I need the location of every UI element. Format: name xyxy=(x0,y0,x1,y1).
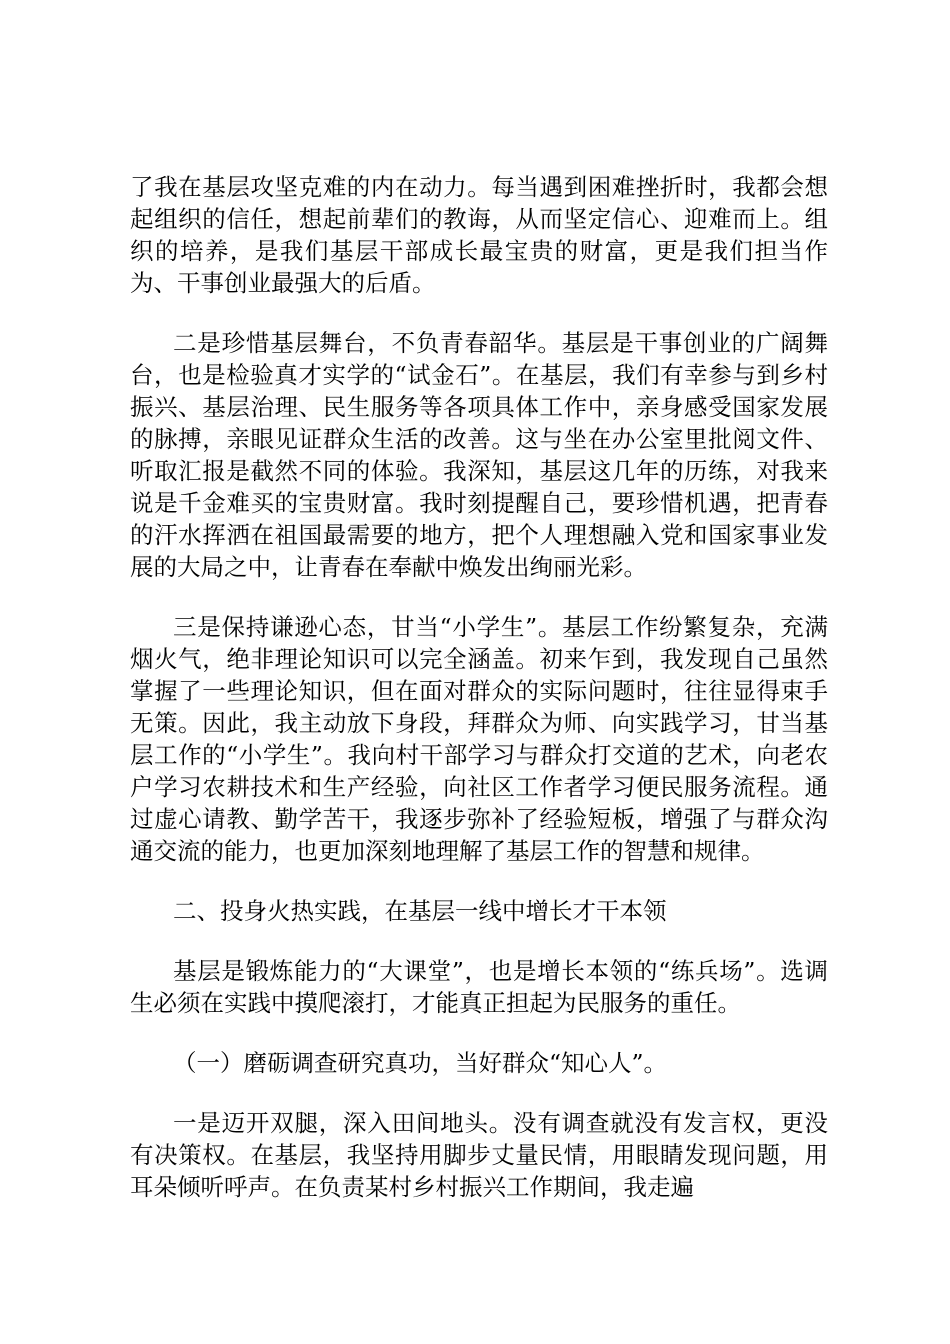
paragraph-cherish-grassroots: 二是珍惜基层舞台，不负青春韶华。基层是干事创业的广阔舞台，也是检验真才实学的“试金石”。在基层，我们有幸参与到乡村振兴、基层治理、民生服务等各项具体工作中，亲身感受国家发展的脉搏，亲眼见证群众生活的改善。这与坐在办公室里批阅文件、听取汇报是截然不同的体验。我深知，基层这几年的历练，对我来说是千金难买的宝贵财富。我时刻提醒自己，要珍惜机遇，把青春的汗水挥洒在祖国最需要的地方，把个人理想融入党和国家事业发展的大局之中，让青春在奉献中焕发出绚丽光彩。 xyxy=(130,329,828,581)
subsection-heading-research: （一）磨砺调查研究真功，当好群众“知心人”。 xyxy=(173,1049,668,1077)
paragraph-stay-humble: 三是保持谦逊心态，甘当“小学生”。基层工作纷繁复杂，充满烟火气，绝非理论知识可以完全涵盖。初来乍到，我发现自己虽然掌握了一些理论知识，但在面对群众的实际问题时，往往显得束手无策。因此，我主动放下身段，拜群众为师、向实践学习，甘当基层工作的“小学生”。我向村干部学习与群众打交道的艺术，向老农户学习农耕技术和生产经验，向社区工作者学习便民服务流程。通过虚心请教、勤学苦干，我逐步弥补了经验短板，增强了与群众沟通交流的能力，也更加深刻地理解了基层工作的智慧和规律。 xyxy=(130,613,828,865)
paragraph-grassroots-classroom: 基层是锻炼能力的“大课堂”，也是增长本领的“练兵场”。选调生必须在实践中摸爬滚打，才能真正担起为民服务的重任。 xyxy=(130,957,828,1017)
paragraph-continuation: 了我在基层攻坚克难的内在动力。每当遇到困难挫折时，我都会想起组织的信任，想起前辈们的教诲，从而坚定信心、迎难而上。组织的培养，是我们基层干部成长最宝贵的财富，更是我们担当作为、干事创业最强大的后盾。 xyxy=(130,173,828,297)
paragraph-field-research: 一是迈开双腿，深入田间地头。没有调查就没有发言权，更没有决策权。在基层，我坚持用脚步丈量民情，用眼睛发现问题，用耳朵倾听呼声。在负责某村乡村振兴工作期间，我走遍 xyxy=(130,1109,828,1201)
section-heading-practice: 二、投身火热实践，在基层一线中增长才干本领 xyxy=(173,897,667,925)
document-body xyxy=(130,171,828,1231)
